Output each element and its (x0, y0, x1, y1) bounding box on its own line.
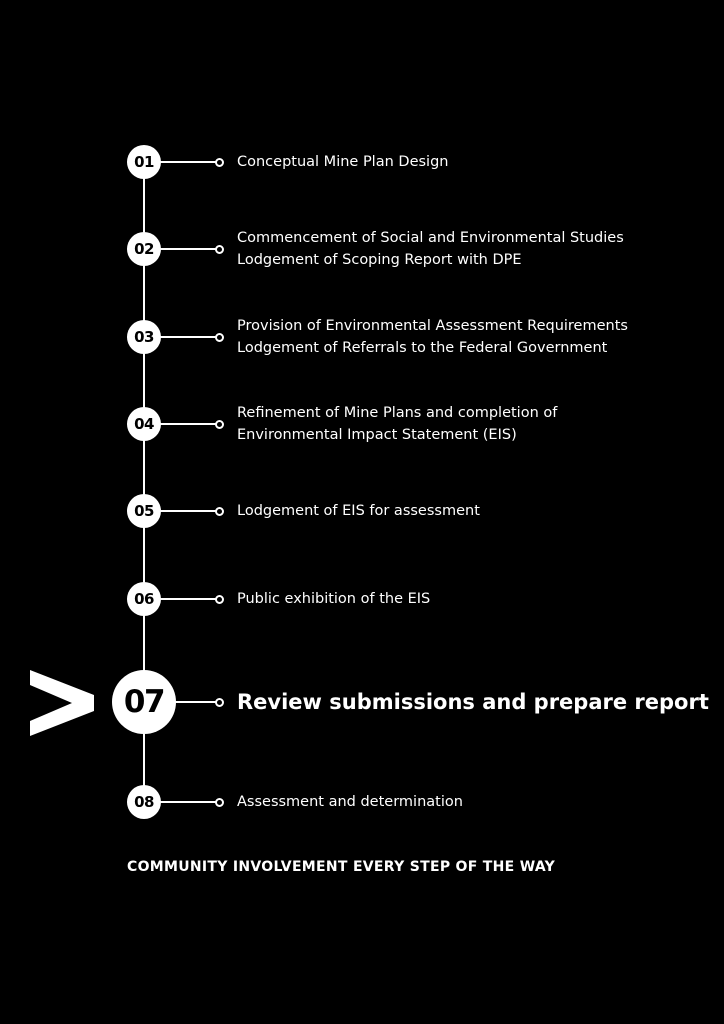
footer-tagline: COMMUNITY INVOLVEMENT EVERY STEP OF THE WAY (127, 859, 556, 875)
connector-dot-icon (215, 798, 224, 807)
step-label-line: Lodgement of EIS for assessment (237, 503, 480, 519)
step-number-badge: 04 (127, 407, 161, 441)
step-label-line: Lodgement of Scoping Report with DPE (237, 252, 522, 268)
step-label (237, 588, 430, 610)
connector-dot-icon (215, 507, 224, 516)
step-label (237, 791, 463, 813)
connector-dot-icon (215, 333, 224, 342)
step-label (237, 227, 624, 271)
connector-dot-icon (215, 420, 224, 429)
step-connector (160, 510, 216, 512)
step-label (237, 402, 557, 446)
step-number-badge: 01 (127, 145, 161, 179)
step-label-line: Refinement of Mine Plans and completion of (237, 405, 558, 421)
step-number-badge: 03 (127, 320, 161, 354)
step-number-badge: 05 (127, 494, 161, 528)
step-number-badge: 02 (127, 232, 161, 266)
chevron-right-icon (30, 670, 94, 736)
step-label (237, 315, 628, 359)
connector-dot-icon (215, 595, 224, 604)
step-connector (160, 598, 216, 600)
step-label (237, 151, 448, 173)
connector-dot-icon (215, 245, 224, 254)
step-connector (160, 161, 216, 163)
step-connector (160, 248, 216, 250)
step-label-line: Lodgement of Referrals to the Federal Government (237, 340, 608, 356)
step-label (237, 500, 480, 522)
step-connector (160, 423, 216, 425)
step-label-line: Commencement of Social and Environmental Studies (237, 230, 624, 246)
step-number-badge: 07 (112, 670, 176, 734)
connector-dot-icon (215, 698, 224, 707)
step-label-line: Public exhibition of the EIS (237, 591, 431, 607)
step-label-line: Assessment and determination (237, 794, 463, 810)
step-label-line: Conceptual Mine Plan Design (237, 154, 449, 170)
step-number-badge: 08 (127, 785, 161, 819)
step-number-badge: 06 (127, 582, 161, 616)
step-connector (160, 336, 216, 338)
step-label (237, 687, 709, 717)
step-label-line: Provision of Environmental Assessment Requirements (237, 318, 628, 334)
step-label-line: Environmental Impact Statement (EIS) (237, 427, 517, 443)
step-connector (160, 801, 216, 803)
connector-dot-icon (215, 158, 224, 167)
step-connector (175, 701, 216, 703)
step-label-line: Review submissions and prepare report (237, 690, 709, 714)
